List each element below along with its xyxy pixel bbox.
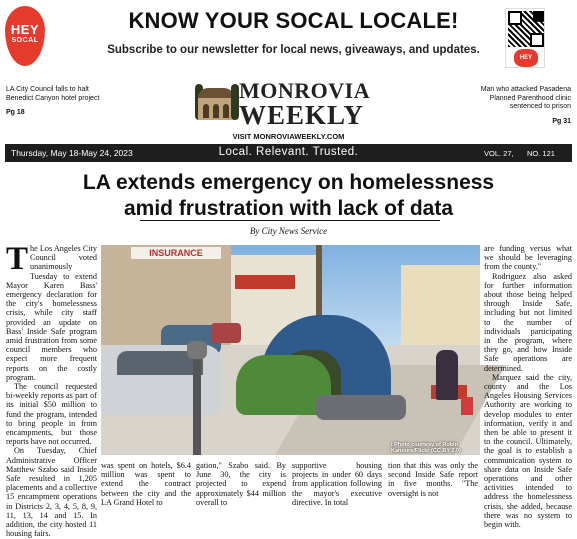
masthead-line1: MONROVIA [239,78,371,103]
paragraph: On Tuesday, Chief Administrative Officer Matthew Szabo said Inside Safe resulted in 1,205 placements and a collective 15 encampment operations in Districts 2, 3, 4, 5, 8, 9, 11, 13, 14 and 15. In addition, the city hosted 11 housing fairs. [6,446,97,539]
tagline: Local. Relevant. Trusted. [218,146,359,158]
article-column-lower-3: supportive housing projects in under 60 days from application following the mayor's executive directive. In total [292,461,382,507]
parking-meter [193,355,201,455]
hey-socal-logo-bottom: SOCAL [11,37,39,44]
qr-code-icon[interactable] [505,8,545,79]
hey-socal-logo-top: HEY [10,22,40,37]
paragraph: Marquez said the city, county and the Los Angeles Housing Services Authority are working to develop modules to enter information, verify it and then be able to present it to the council. Ultimately, the goal is to establish a communication system to share data on Inside Safe operations and other activities intended to address the homelessness crisis, she added, because there was no system to begin with. [484,372,572,530]
mission-building-icon [195,84,237,122]
photo-caption: | Photo courtesy of Robin Kanoure/Flickr (CC BY 2.0) [391,442,461,454]
headline-line2: amid frustration with lack of data [123,197,454,220]
teaser-right[interactable] [461,86,571,126]
article-column-lower-1: was spent on hotels, $6.4 million was spent to extend the contract between the city and the LA Grand Hotel to [101,461,191,507]
paragraph-text: he Los Angeles City Council voted unanimously Tuesday to extend Mayor Karen Bass' emergency declaration for the city's homelessness crisis, while city staff provided an update on Bass' Inside Safe program amid frustration from some council members who expect more frequent reports on the costly program. [6,244,97,382]
paragraph: Rodriguez also asked for further information about those being helped through Inside Safe, including but not limited to the number of individuals participating in the program, where they go, and how Inside Safe operations are determined. [484,271,572,373]
article-column-lower-4: tion that this was only the second Inside Safe report in five months. "The oversight is not [388,461,478,498]
teaser-right-page: Pg 31 [552,117,571,125]
paragraph [6,241,97,382]
teaser-left-page: Pg 18 [6,109,25,116]
issue-number: NO. 121 [527,149,555,158]
article-photo[interactable] [101,245,480,455]
headline-divider [140,220,440,221]
article-headline [0,170,577,222]
paragraph: are funding versus what we should be leveraging from the county." [484,244,572,272]
storefront-sign: INSURANCE [131,247,221,259]
banner-title: KNOW YOUR SOCAL LOCALE! [128,8,459,33]
banner-subtitle: Subscribe to our newsletter for local news, giveaways, and updates. [107,44,480,56]
masthead-logo[interactable] [195,76,385,131]
article-column-right [484,244,572,530]
seated-person [436,350,458,400]
masthead-line2: WEEKLY [239,100,365,130]
qr-badge: HEY SOCAL [514,49,538,67]
teaser-left[interactable] [6,86,116,118]
visit-link[interactable]: VISIT MONROVIAWEEKLY.COM [232,132,345,141]
masthead-title [239,80,370,128]
article-byline: By City News Service [249,226,328,236]
article-column-left [6,241,97,539]
teaser-right-text: Man who attacked Pasadena Planned Parenthood clinic sentenced to prison [480,86,571,110]
hey-socal-logo [5,6,45,66]
paragraph: The council requested bi-weekly reports as part of its initial $50 million to fund the program, intended to bring people in from encampments, but those reports have not occurred. [6,382,97,447]
newsletter-banner[interactable] [0,0,577,79]
drop-cap: T [6,241,29,277]
article-column-lower-2: gation," Szabo said. By June 30, the city is projected to expend approximately $44 million overall to [196,461,286,507]
teaser-left-text: LA City Council falls to halt Benedict Canyon hotel project [6,86,100,102]
issue-info-bar [5,144,572,162]
issue-volume: VOL. 27, [484,149,514,158]
issue-date: Thursday, May 18-May 24, 2023 [11,148,133,158]
qr-pattern [508,11,544,47]
headline-line1: LA extends emergency on homelessness [82,171,495,194]
